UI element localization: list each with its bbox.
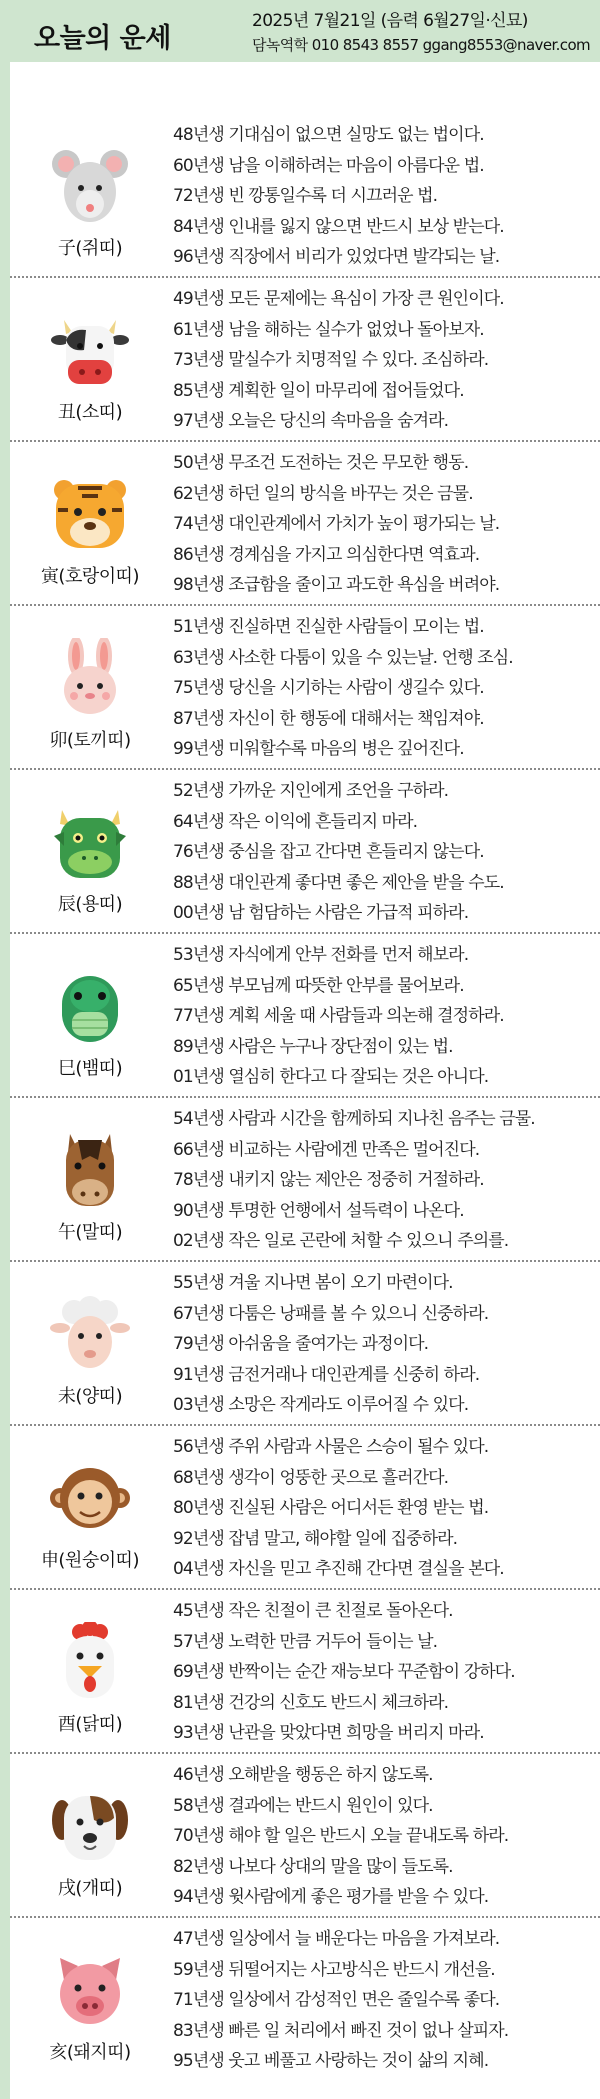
fortune-line: 60년생 남을 이해하려는 마음이 아름다운 법.: [173, 155, 484, 176]
rooster-icon: [50, 1622, 130, 1702]
pig-icon: [50, 1950, 130, 2030]
fortune-line: 61년생 남을 해하는 실수가 없었나 돌아보자.: [173, 319, 484, 340]
fortune-line: 62년생 하던 일의 방식을 바꾸는 것은 금물.: [173, 483, 473, 504]
fortune-line: 57년생 노력한 만큼 거두어 들이는 날.: [173, 1631, 438, 1652]
fortune-line: 88년생 대인관계 좋다면 좋은 제안을 받을 수도.: [173, 872, 504, 893]
fortune-line: 79년생 아쉬움을 줄여가는 과정이다.: [173, 1334, 429, 1354]
fortune-line: 97년생 오늘은 당신의 속마음을 숨겨라.: [173, 411, 449, 431]
fortune-line: 84년생 인내를 잃지 않으면 반드시 보상 받는다.: [173, 216, 504, 237]
fortune-line: 98년생 조급함을 줄이고 과도한 욕심을 버려야.: [173, 575, 500, 595]
fortune-line: 55년생 겨울 지나면 봄이 오기 마련이다.: [173, 1273, 453, 1293]
fortune-line: 92년생 잡념 말고, 해야할 일에 집중하라.: [173, 1528, 458, 1549]
fortune-line: 00년생 남 험담하는 사람은 가급적 피하라.: [173, 903, 469, 923]
zodiac-section-monkey: [10, 1426, 600, 1590]
fortune-line: 66년생 비교하는 사람에겐 만족은 멀어진다.: [173, 1139, 480, 1160]
snake-icon: [50, 966, 130, 1046]
dog-icon: [50, 1786, 130, 1866]
zodiac-label: 申(원숭이띠): [40, 1550, 140, 1571]
fortune-line: 56년생 주위 사람과 사물은 스승이 될수 있다.: [173, 1437, 489, 1457]
fortune-line: 74년생 대인관계에서 가치가 높이 평가되는 날.: [173, 514, 500, 534]
contact-text: 담녹역학 010 8543 8557 ggang8553@naver.com: [252, 36, 591, 54]
header-banner: [0, 0, 600, 62]
fortune-line: 63년생 사소한 다툼이 있을 수 있는날. 언행 조심.: [173, 647, 513, 668]
page-title: 오늘의 운세: [34, 23, 171, 54]
zodiac-section-dragon: [10, 770, 600, 934]
fortune-line: 91년생 금전거래나 대인관계를 신중히 하라.: [173, 1364, 480, 1385]
zodiac-label: 酉(닭띠): [57, 1714, 123, 1735]
zodiac-section-tiger: [10, 442, 600, 606]
fortune-line: 68년생 생각이 엉뚱한 곳으로 흘러간다.: [173, 1467, 449, 1488]
fortune-line: 95년생 웃고 베풀고 사랑하는 것이 삶의 지혜.: [173, 2051, 489, 2071]
zodiac-label: 丑(소띠): [57, 402, 123, 423]
fortune-line: 78년생 내키지 않는 제안은 정중히 거절하라.: [173, 1170, 484, 1190]
date-text: 2025년 7월21일 (음력 6월27일·신묘): [252, 11, 528, 31]
zodiac-label: 卯(토끼띠): [49, 730, 131, 751]
fortune-line: 02년생 작은 일로 곤란에 처할 수 있으니 주의를.: [173, 1231, 509, 1251]
zodiac-section-horse: [10, 1098, 600, 1262]
zodiac-label: 未(양띠): [57, 1386, 123, 1407]
left-rail: [0, 62, 10, 2099]
fortune-line: 47년생 일상에서 늘 배운다는 마음을 가져보라.: [173, 1929, 500, 1949]
zodiac-section-dog: [10, 1754, 600, 1918]
fortune-line: 03년생 소망은 작게라도 이루어질 수 있다.: [173, 1395, 469, 1415]
fortune-line: 85년생 계획한 일이 마무리에 접어들었다.: [173, 380, 464, 401]
fortune-line: 49년생 모든 문제에는 욕심이 가장 큰 원인이다.: [173, 289, 504, 309]
fortune-line: 65년생 부모님께 따뜻한 안부를 물어보라.: [173, 975, 464, 996]
fortune-line: 67년생 다툼은 낭패를 볼 수 있으니 신중하라.: [173, 1303, 489, 1324]
fortune-line: 59년생 뒤떨어지는 사고방식은 반드시 개선을.: [173, 1959, 495, 1980]
fortune-line: 77년생 계획 세울 때 사람들과 의논해 결정하라.: [173, 1006, 504, 1026]
fortune-line: 96년생 직장에서 비리가 있었다면 발각되는 날.: [173, 247, 500, 267]
monkey-icon: [50, 1458, 130, 1538]
sheep-icon: [50, 1294, 130, 1374]
rat-icon: [50, 146, 130, 226]
fortune-line: 87년생 자신이 한 행동에 대해서는 책임져야.: [173, 708, 484, 729]
zodiac-section-rooster: [10, 1590, 600, 1754]
zodiac-section-cow: [10, 278, 600, 442]
horse-icon: [50, 1130, 130, 1210]
fortune-line: 53년생 자식에게 안부 전화를 먼저 해보라.: [173, 945, 469, 965]
zodiac-section-rat: [10, 114, 600, 278]
fortune-line: 86년생 경계심을 가지고 의심한다면 역효과.: [173, 544, 480, 565]
zodiac-label: 寅(호랑이띠): [40, 566, 140, 587]
zodiac-section-pig: [10, 1918, 600, 2088]
fortune-line: 69년생 반짝이는 순간 재능보다 꾸준함이 강하다.: [173, 1662, 515, 1682]
fortune-line: 83년생 빠른 일 처리에서 빠진 것이 없나 살피자.: [173, 2020, 509, 2041]
fortune-line: 48년생 기대심이 없으면 실망도 없는 법이다.: [173, 125, 484, 145]
fortune-line: 04년생 자신을 믿고 추진해 간다면 결실을 본다.: [173, 1559, 504, 1579]
fortune-line: 89년생 사람은 누구나 장단점이 있는 법.: [173, 1036, 453, 1057]
fortune-line: 50년생 무조건 도전하는 것은 무모한 행동.: [173, 453, 469, 473]
fortune-line: 52년생 가까운 지인에게 조언을 구하라.: [173, 781, 449, 801]
fortune-line: 82년생 나보다 상대의 말을 많이 들도록.: [173, 1856, 453, 1877]
tiger-icon: [50, 474, 130, 554]
fortune-line: 71년생 일상에서 감성적인 면은 줄일수록 좋다.: [173, 1990, 500, 2010]
fortune-line: 75년생 당신을 시기하는 사람이 생길수 있다.: [173, 678, 484, 698]
fortune-line: 93년생 난관을 맞았다면 희망을 버리지 마라.: [173, 1723, 484, 1743]
zodiac-label: 戌(개띠): [57, 1878, 123, 1899]
zodiac-label: 子(쥐띠): [57, 238, 123, 259]
fortune-line: 45년생 작은 친절이 큰 친절로 돌아온다.: [173, 1601, 453, 1621]
fortune-line: 46년생 오해받을 행동은 하지 않도록.: [173, 1765, 433, 1785]
fortune-line: 51년생 진실하면 진실한 사람들이 모이는 법.: [173, 617, 484, 637]
fortune-line: 73년생 말실수가 치명적일 수 있다. 조심하라.: [173, 350, 489, 370]
fortune-line: 81년생 건강의 신호도 반드시 체크하라.: [173, 1692, 449, 1713]
fortune-line: 94년생 윗사람에게 좋은 평가를 받을 수 있다.: [173, 1887, 489, 1907]
fortune-line: 90년생 투명한 언행에서 설득력이 나온다.: [173, 1200, 464, 1221]
fortune-line: 76년생 중심을 잡고 간다면 흔들리지 않는다.: [173, 842, 484, 862]
zodiac-label: 亥(돼지띠): [49, 2042, 131, 2063]
zodiac-section-snake: [10, 934, 600, 1098]
fortune-line: 70년생 해야 할 일은 반드시 오늘 끝내도록 하라.: [173, 1826, 509, 1846]
zodiac-label: 巳(뱀띠): [57, 1058, 123, 1079]
zodiac-label: 午(말띠): [57, 1222, 123, 1243]
cow-icon: [50, 310, 130, 390]
fortune-line: 58년생 결과에는 반드시 원인이 있다.: [173, 1795, 433, 1816]
fortune-line: 80년생 진실된 사람은 어디서든 환영 받는 법.: [173, 1498, 489, 1518]
fortune-line: 72년생 빈 깡통일수록 더 시끄러운 법.: [173, 186, 438, 206]
fortune-line: 99년생 미워할수록 마음의 병은 깊어진다.: [173, 739, 464, 759]
fortune-line: 54년생 사람과 시간을 함께하되 지나친 음주는 금물.: [173, 1109, 535, 1129]
dragon-icon: [50, 802, 130, 882]
rabbit-icon: [50, 638, 130, 718]
zodiac-section-sheep: [10, 1262, 600, 1426]
zodiac-label: 辰(용띠): [57, 894, 123, 915]
fortune-line: 64년생 작은 이익에 흔들리지 마라.: [173, 811, 418, 832]
zodiac-section-rabbit: [10, 606, 600, 770]
fortune-line: 01년생 열심히 한다고 다 잘되는 것은 아니다.: [173, 1067, 489, 1087]
